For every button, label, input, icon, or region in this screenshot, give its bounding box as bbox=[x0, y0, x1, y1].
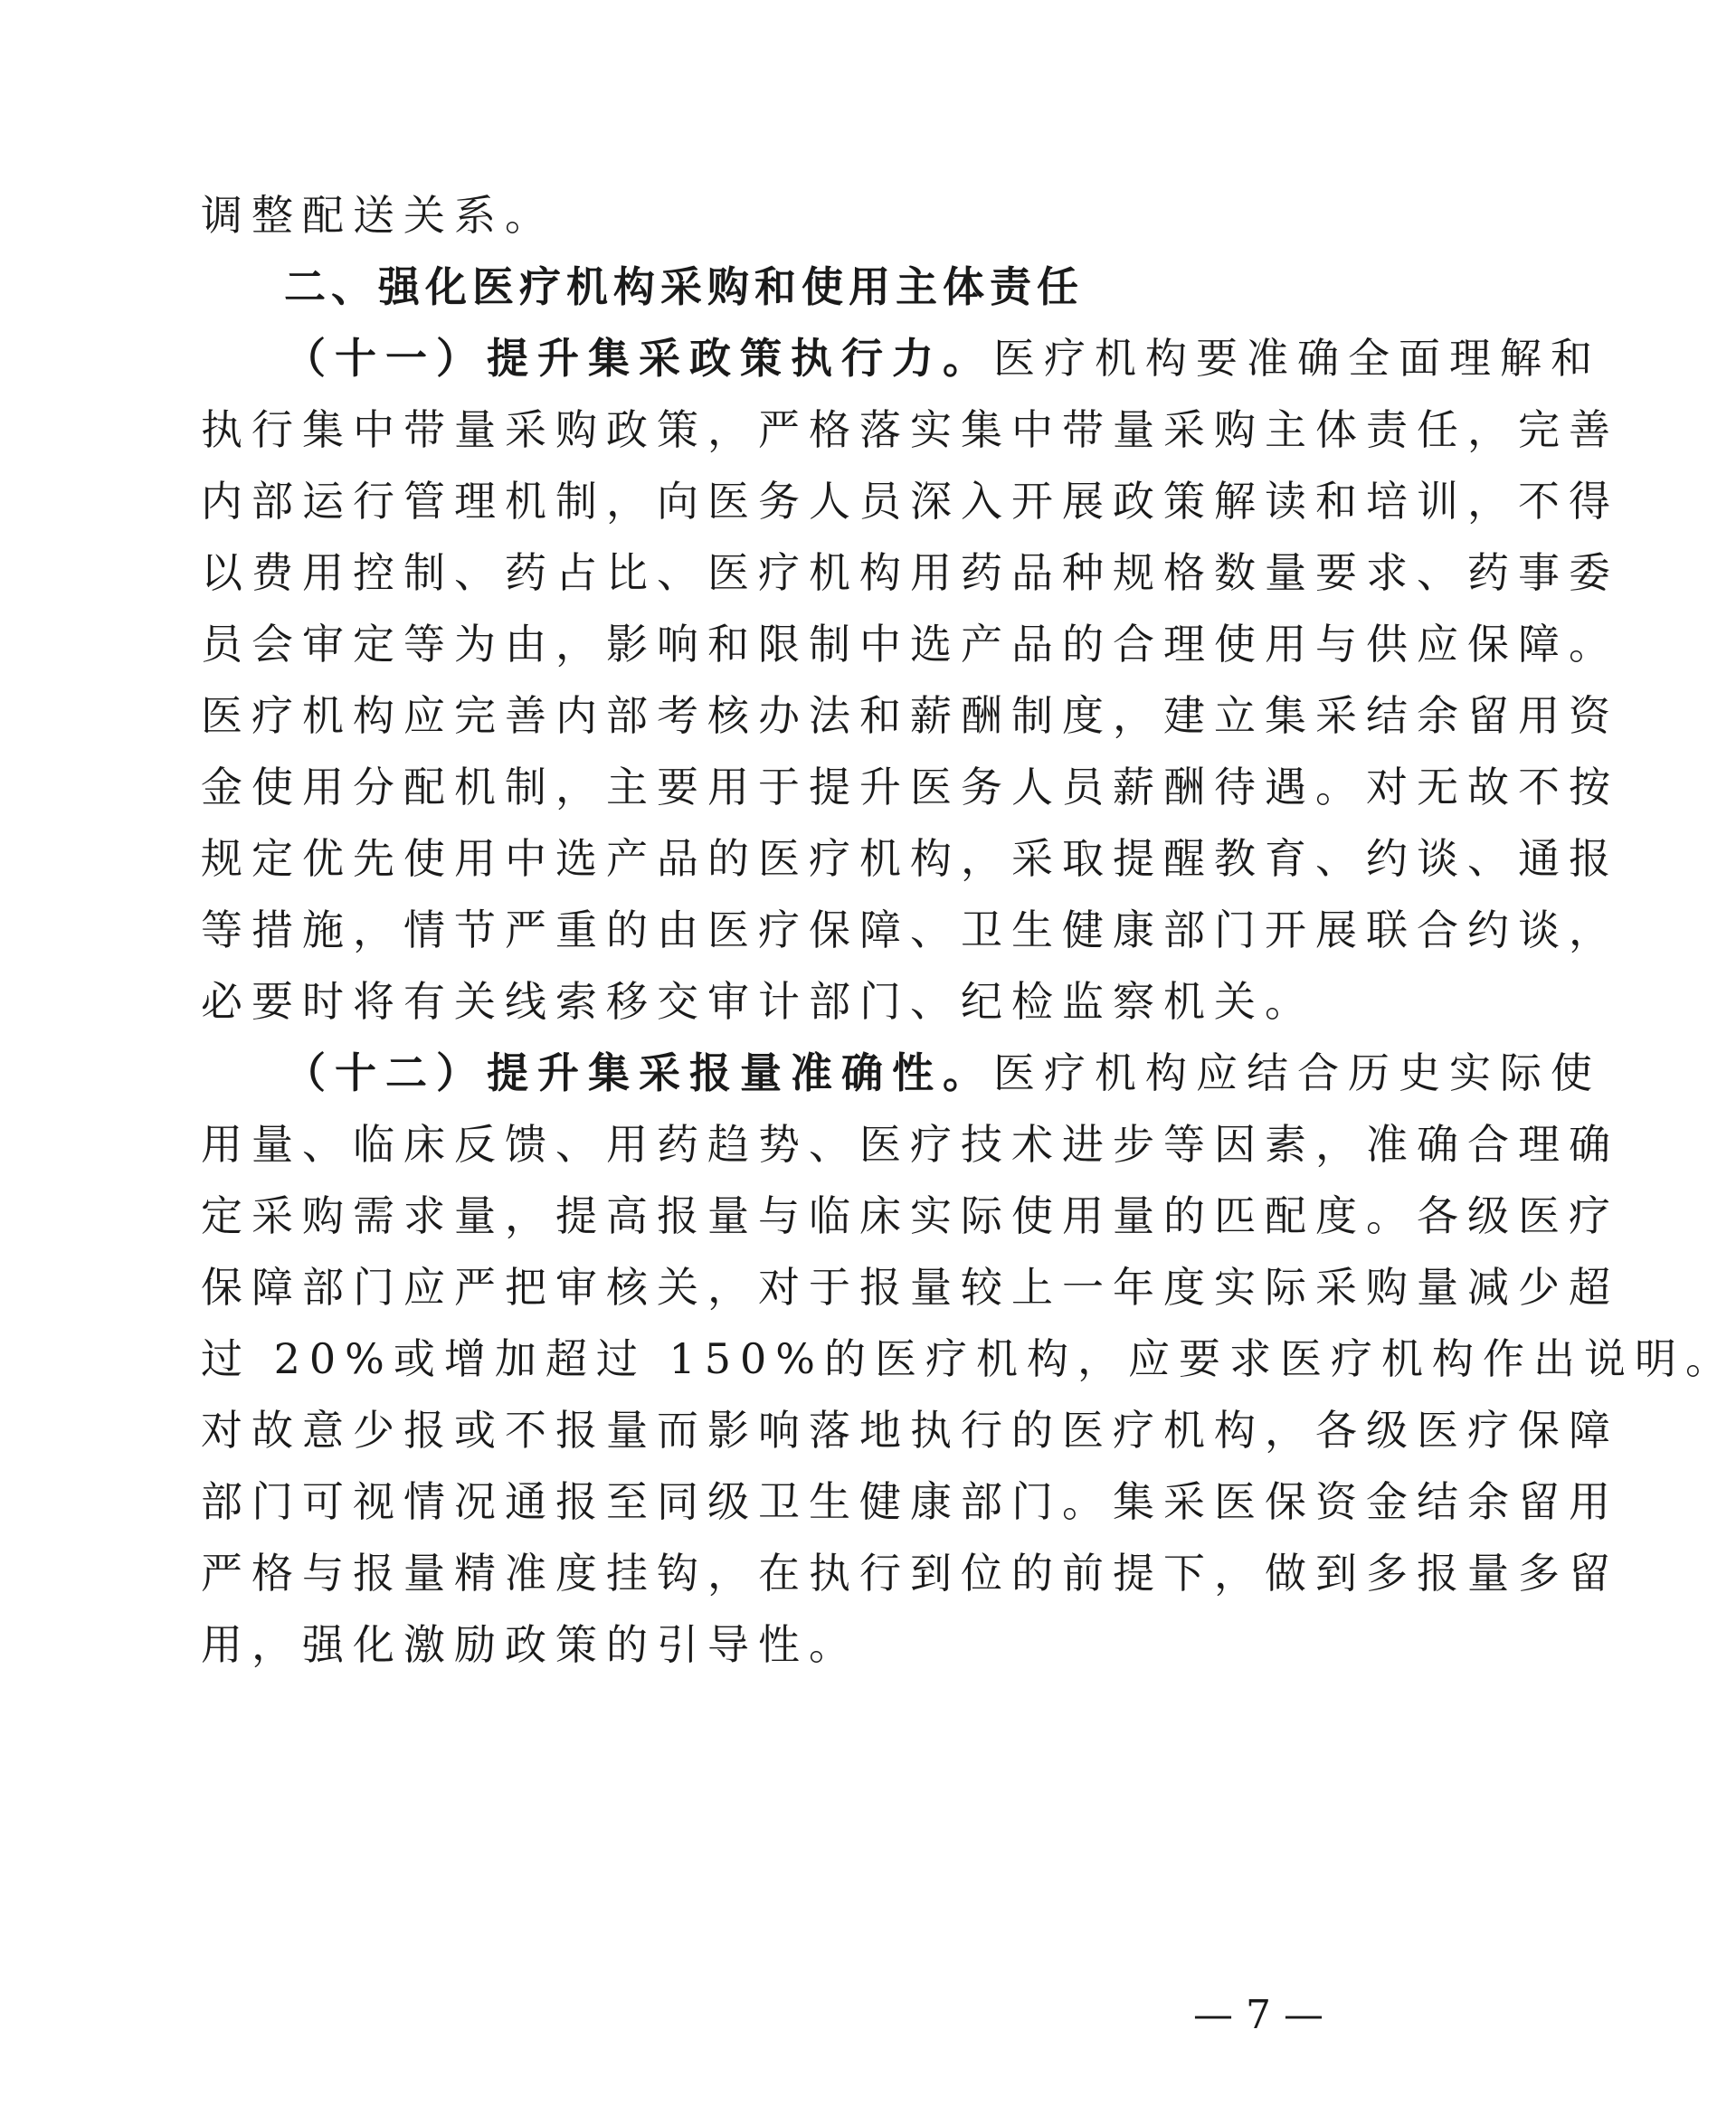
page-number: — 7 — bbox=[1193, 1992, 1323, 2038]
body-text-line: 必要时将有关线索移交审计部门、纪检监察机关。 bbox=[201, 977, 1315, 1026]
body-text-line: 执行集中带量采购政策，严格落实集中带量采购主体责任，完善 bbox=[201, 405, 1619, 454]
body-text-line: 定采购需求量，提高报量与临床实际使用量的匹配度。各级医疗 bbox=[201, 1191, 1619, 1240]
body-text-line: 过 20%或增加超过 150%的医疗机构，应要求医疗机构作出说明。 bbox=[201, 1334, 1736, 1383]
body-text-line: 员会审定等为由，影响和限制中选产品的合理使用与供应保障。 bbox=[201, 620, 1619, 669]
body-text-line: 调整配送关系。 bbox=[201, 191, 555, 240]
subsection-title-11: （十一）提升集采政策执行力。 bbox=[284, 334, 993, 383]
body-text-line: 用，强化激励政策的引导性。 bbox=[201, 1620, 859, 1669]
body-text-line: 以费用控制、药占比、医疗机构用药品种规格数量要求、药事委 bbox=[201, 548, 1619, 597]
body-text-line: 规定优先使用中选产品的医疗机构，采取提醒教育、约谈、通报 bbox=[201, 834, 1619, 883]
body-text-line: 金使用分配机制，主要用于提升医务人员薪酬待遇。对无故不按 bbox=[201, 763, 1619, 811]
section-heading: 二、强化医疗机构采购和使用主体责任 bbox=[284, 262, 1084, 311]
body-text: 医疗机构应结合历史实际使 bbox=[993, 1048, 1601, 1097]
body-text-line: 部门可视情况通报至同级卫生健康部门。集采医保资金结余留用 bbox=[201, 1477, 1619, 1526]
body-text-line: 等措施，情节严重的由医疗保障、卫生健康部门开展联合约谈， bbox=[201, 906, 1619, 954]
body-text-line: 严格与报量精准度挂钩，在执行到位的前提下，做到多报量多留 bbox=[201, 1549, 1619, 1598]
body-text: 医疗机构要准确全面理解和 bbox=[993, 334, 1601, 383]
body-text-line: 医疗机构应完善内部考核办法和薪酬制度，建立集采结余留用资 bbox=[201, 691, 1619, 740]
body-text-line: 对故意少报或不报量而影响落地执行的医疗机构，各级医疗保障 bbox=[201, 1406, 1619, 1455]
body-text-line: 用量、临床反馈、用药趋势、医疗技术进步等因素，准确合理确 bbox=[201, 1120, 1619, 1169]
body-text-line: 内部运行管理机制，向医务人员深入开展政策解读和培训，不得 bbox=[201, 477, 1619, 526]
body-text-line: 保障部门应严把审核关，对于报量较上一年度实际采购量减少超 bbox=[201, 1263, 1619, 1312]
subsection-title-12: （十二）提升集采报量准确性。 bbox=[284, 1048, 993, 1097]
